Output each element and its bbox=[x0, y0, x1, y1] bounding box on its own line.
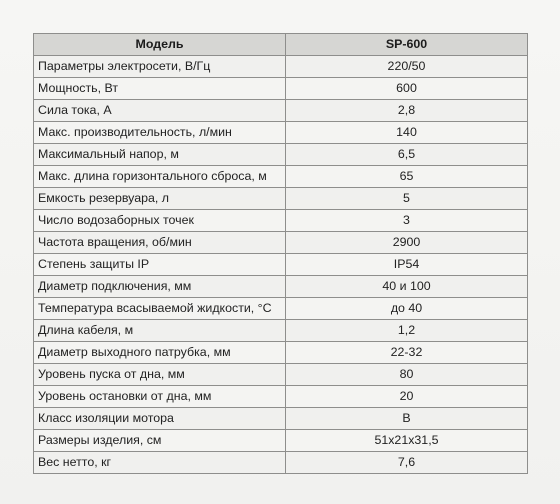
table-row bbox=[34, 298, 528, 320]
param-label: Емкость резервуара, л bbox=[34, 188, 286, 210]
param-label: Макс. производительность, л/мин bbox=[34, 122, 286, 144]
param-value: 3 bbox=[286, 210, 528, 232]
table-row bbox=[34, 386, 528, 408]
param-label: Температура всасываемой жидкости, °С bbox=[34, 298, 286, 320]
param-label: Параметры электросети, В/Гц bbox=[34, 56, 286, 78]
param-value: 40 и 100 bbox=[286, 276, 528, 298]
table-row bbox=[34, 100, 528, 122]
param-label: Частота вращения, об/мин bbox=[34, 232, 286, 254]
param-value: 7,6 bbox=[286, 452, 528, 474]
table-row bbox=[34, 408, 528, 430]
param-value: 1,2 bbox=[286, 320, 528, 342]
param-label: Степень защиты IP bbox=[34, 254, 286, 276]
table-row bbox=[34, 254, 528, 276]
param-value: 20 bbox=[286, 386, 528, 408]
param-label: Уровень пуска от дна, мм bbox=[34, 364, 286, 386]
table-row bbox=[34, 430, 528, 452]
header-model-value: SP-600 bbox=[286, 34, 528, 56]
table-row bbox=[34, 364, 528, 386]
param-value: 600 bbox=[286, 78, 528, 100]
param-value: 5 bbox=[286, 188, 528, 210]
param-value: B bbox=[286, 408, 528, 430]
table-row bbox=[34, 56, 528, 78]
param-label: Вес нетто, кг bbox=[34, 452, 286, 474]
param-label: Сила тока, А bbox=[34, 100, 286, 122]
param-value: до 40 bbox=[286, 298, 528, 320]
param-label: Размеры изделия, см bbox=[34, 430, 286, 452]
table-row bbox=[34, 276, 528, 298]
param-value: 80 bbox=[286, 364, 528, 386]
specifications-table bbox=[33, 33, 528, 474]
param-value: 220/50 bbox=[286, 56, 528, 78]
param-value: 51x21x31,5 bbox=[286, 430, 528, 452]
table-header-row bbox=[34, 34, 528, 56]
param-value: 2,8 bbox=[286, 100, 528, 122]
param-label: Уровень остановки от дна, мм bbox=[34, 386, 286, 408]
param-label: Максимальный напор, м bbox=[34, 144, 286, 166]
param-label: Класс изоляции мотора bbox=[34, 408, 286, 430]
table-row bbox=[34, 320, 528, 342]
table-row bbox=[34, 188, 528, 210]
table-row bbox=[34, 166, 528, 188]
param-value: 140 bbox=[286, 122, 528, 144]
param-label: Длина кабеля, м bbox=[34, 320, 286, 342]
table-row bbox=[34, 452, 528, 474]
param-label: Макс. длина горизонтального сброса, м bbox=[34, 166, 286, 188]
header-model-label: Модель bbox=[34, 34, 286, 56]
param-value: 2900 bbox=[286, 232, 528, 254]
table-row bbox=[34, 342, 528, 364]
param-label: Мощность, Вт bbox=[34, 78, 286, 100]
param-value: IP54 bbox=[286, 254, 528, 276]
param-value: 6,5 bbox=[286, 144, 528, 166]
param-label: Диаметр подключения, мм bbox=[34, 276, 286, 298]
table-row bbox=[34, 232, 528, 254]
param-value: 65 bbox=[286, 166, 528, 188]
param-value: 22-32 bbox=[286, 342, 528, 364]
table-row bbox=[34, 210, 528, 232]
param-label: Число водозаборных точек bbox=[34, 210, 286, 232]
table-row bbox=[34, 144, 528, 166]
table-row bbox=[34, 122, 528, 144]
table-row bbox=[34, 78, 528, 100]
param-label: Диаметр выходного патрубка, мм bbox=[34, 342, 286, 364]
